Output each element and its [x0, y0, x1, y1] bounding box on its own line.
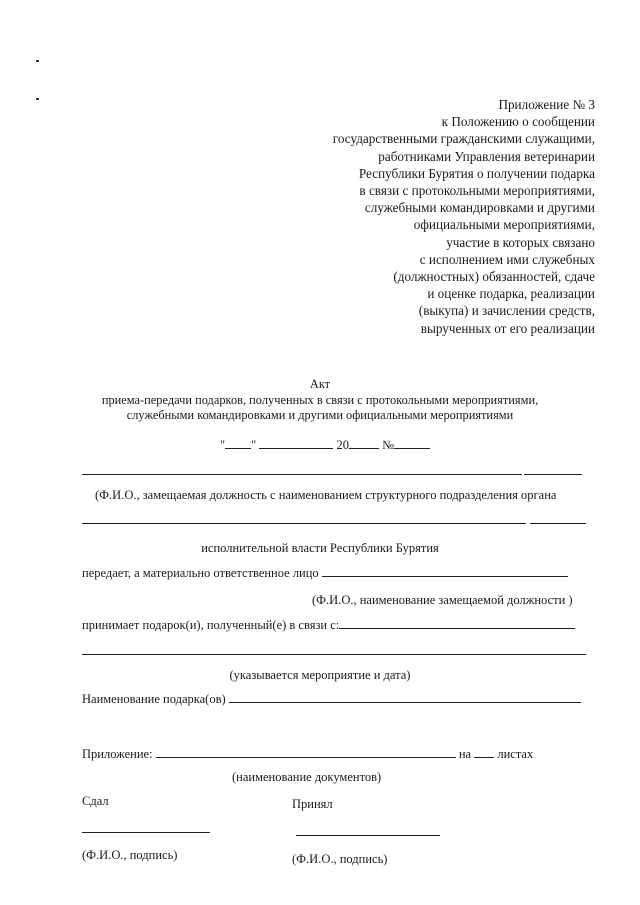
appendix-line: (выкупа) и зачислении средств,	[418, 303, 595, 319]
recipient-caption: (Ф.И.О., наименование замещаемой должности )	[312, 593, 573, 607]
act-title-block	[0, 377, 640, 424]
attachment-field[interactable]	[156, 745, 456, 758]
accepts-label: принимает подарок(и), полученный(е) в связи с:	[82, 618, 340, 632]
accepts-row	[82, 616, 575, 633]
transfers-label: передает, а материально ответственное лицо	[82, 566, 319, 580]
giver-department-field[interactable]	[82, 523, 526, 524]
event-field[interactable]	[82, 654, 586, 655]
signature-caption-left: (Ф.И.О., подпись)	[82, 848, 178, 862]
appendix-line: служебными командировками и другими	[364, 200, 595, 216]
appendix-line: с исполнением ими служебных	[419, 251, 595, 267]
scan-speck	[36, 98, 39, 100]
act-subtitle-line: служебными командировками и другими официальными мероприятиями	[126, 408, 514, 422]
gift-name-label: Наименование подарка(ов)	[82, 692, 226, 706]
act-date-number-row	[220, 436, 430, 453]
year-prefix: 20	[336, 438, 349, 452]
appendix-line: в связи с протокольными мероприятиями,	[359, 183, 595, 199]
gift-name-row	[82, 690, 581, 707]
documents-caption: (наименование документов)	[232, 770, 382, 784]
appendix-line: Республики Бурятия о получении подарка	[358, 165, 595, 181]
act-number-field[interactable]	[394, 436, 430, 449]
attachment-row	[82, 745, 533, 762]
appendix-line: Приложение № 3	[498, 97, 595, 112]
receiver-signature-field[interactable]	[296, 835, 440, 836]
giver-fio-field-end[interactable]	[524, 474, 582, 475]
sheet-count-field[interactable]	[474, 745, 494, 758]
recipient-field[interactable]	[322, 564, 568, 577]
appendix-line: работниками Управления ветеринарии	[378, 148, 595, 164]
on-label: на	[458, 747, 472, 761]
act-subtitle-line: приема-передачи подарков, полученных в связи с протокольными мероприятиями,	[101, 392, 539, 407]
number-sign: №	[382, 438, 395, 452]
appendix-line: к Положению о сообщении	[441, 114, 595, 130]
year-field[interactable]	[349, 436, 379, 449]
gift-name-field[interactable]	[229, 690, 581, 703]
signature-caption-right: (Ф.И.О., подпись)	[292, 852, 388, 866]
fio-position-caption: (Ф.И.О., замещаемая должность с наименованием структурного подразделения органа	[95, 488, 557, 502]
appendix-line: официальными мероприятиями,	[413, 217, 595, 233]
date-quote-open: "	[220, 438, 226, 452]
event-caption: (указывается мероприятие и дата)	[229, 668, 411, 682]
appendix-line: вырученных от его реализации	[420, 320, 595, 336]
attachment-label: Приложение:	[82, 747, 153, 761]
month-field[interactable]	[259, 436, 333, 449]
appendix-line: (должностных) обязанностей, сдаче	[393, 269, 595, 285]
appendix-line: государственными гражданскими служащими,	[332, 131, 595, 147]
transfers-row	[82, 564, 568, 581]
giver-fio-field[interactable]	[82, 474, 522, 475]
appendix-line: участие в которых связано	[446, 234, 595, 250]
giver-department-field-end[interactable]	[530, 523, 586, 524]
giver-signature-field[interactable]	[82, 832, 210, 833]
received-label: Принял	[292, 797, 333, 811]
scan-speck	[36, 60, 39, 62]
handed-over-label: Сдал	[82, 794, 109, 808]
sheets-label: листах	[497, 747, 534, 761]
appendix-line: и оценке подарка, реализации	[427, 286, 595, 302]
occasion-field[interactable]	[339, 616, 575, 629]
date-quote-close: "	[251, 438, 257, 452]
authority-caption: исполнительной власти Республики Бурятия	[201, 541, 439, 555]
act-title: Акт	[309, 377, 331, 391]
day-field[interactable]	[225, 436, 251, 449]
appendix-header	[333, 96, 595, 337]
